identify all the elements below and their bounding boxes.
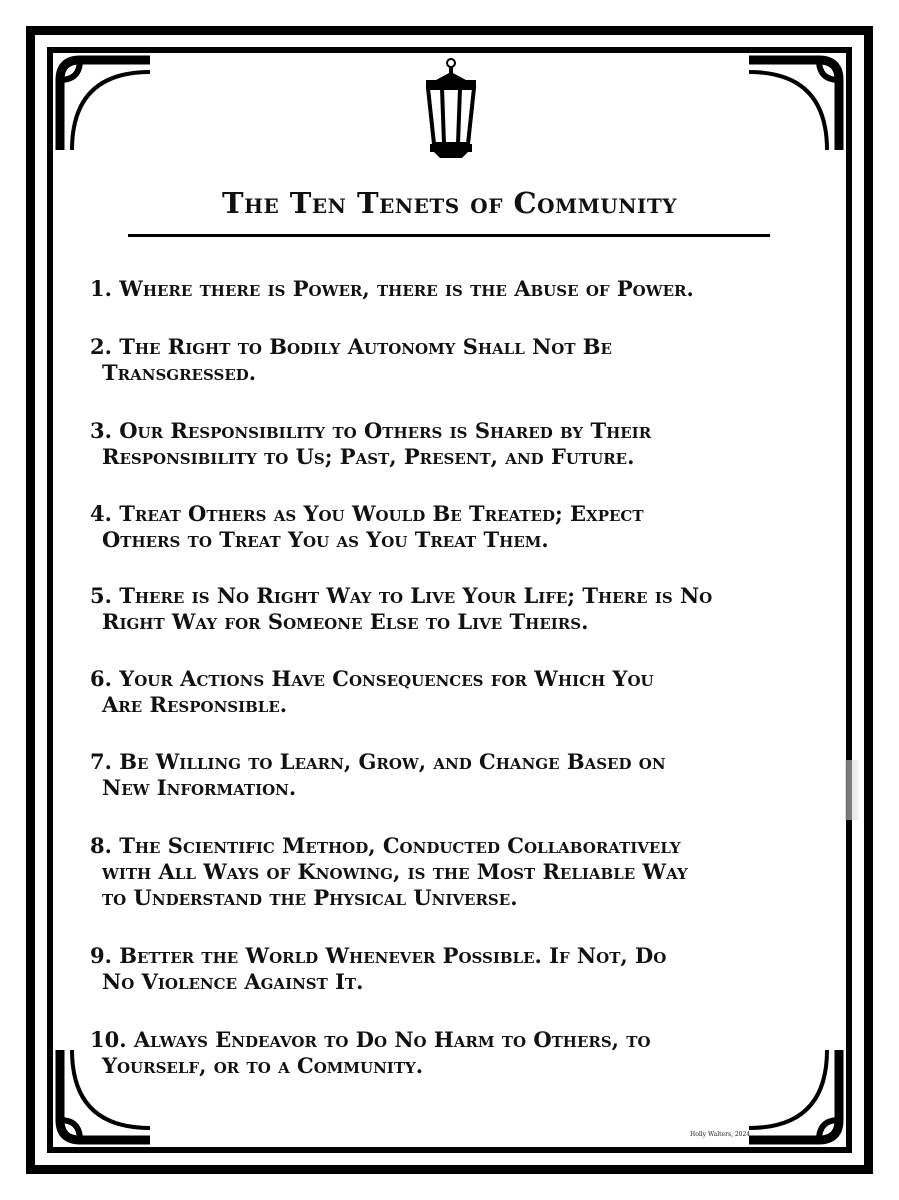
tenet-text-continued: with All Ways of Knowing, is the Most Reliable Way [102, 859, 688, 884]
tenet-text-continued: Are Responsible. [102, 692, 288, 717]
tenet-text: 3. Our Responsibility to Others is Shared by Their [90, 418, 652, 443]
tenet-text-continued: to Understand the Physical Universe. [102, 885, 518, 910]
scan-artifact [845, 760, 859, 820]
tenet-5 [90, 583, 820, 635]
tenet-text: 2. The Right to Bodily Autonomy Shall Not Be [90, 334, 612, 359]
tenet-10 [90, 1027, 820, 1079]
tenet-text: 4. Treat Others as You Would Be Treated; Expect [90, 501, 644, 526]
corner-ornament-icon [50, 50, 170, 170]
corner-ornament-icon [729, 50, 849, 170]
tenet-text-continued: Yourself, or to a Community. [102, 1053, 423, 1078]
tenet-text-continued: Right Way for Someone Else to Live Theirs. [102, 609, 589, 634]
tenet-text: 9. Better the World Whenever Possible. If Not, Do [90, 943, 667, 968]
tenet-text-continued: Others to Treat You as You Treat Them. [102, 527, 549, 552]
page-title: The Ten Tenets of Community [221, 186, 678, 220]
tenet-text: 1. Where there is Power, there is the Abuse of Power. [90, 276, 694, 301]
tenet-4 [90, 501, 820, 553]
tenet-text: 5. There is No Right Way to Live Your Life; There is No [90, 583, 713, 608]
tenet-text-continued: No Violence Against It. [102, 969, 364, 994]
tenet-text-continued: Transgressed. [102, 360, 257, 385]
lantern-icon [418, 58, 484, 162]
title-underline [128, 234, 770, 237]
tenet-2 [90, 334, 820, 386]
tenet-text: 8. The Scientific Method, Conducted Collaboratively [90, 833, 681, 858]
tenet-3 [90, 418, 820, 470]
tenet-1 [90, 276, 820, 302]
author-signature: Holly Walters, 2024 [690, 1131, 751, 1138]
tenet-9 [90, 943, 820, 995]
tenet-text: 6. Your Actions Have Consequences for Which You [90, 666, 654, 691]
tenet-6 [90, 666, 820, 718]
tenet-text-continued: New Information. [102, 775, 297, 800]
tenet-text: 7. Be Willing to Learn, Grow, and Change Based on [90, 749, 666, 774]
tenet-text-continued: Responsibility to Us; Past, Present, and Future. [102, 444, 635, 469]
tenet-7 [90, 749, 820, 801]
tenet-text: 10. Always Endeavor to Do No Harm to Others, to [90, 1027, 651, 1052]
tenet-8 [90, 833, 820, 911]
